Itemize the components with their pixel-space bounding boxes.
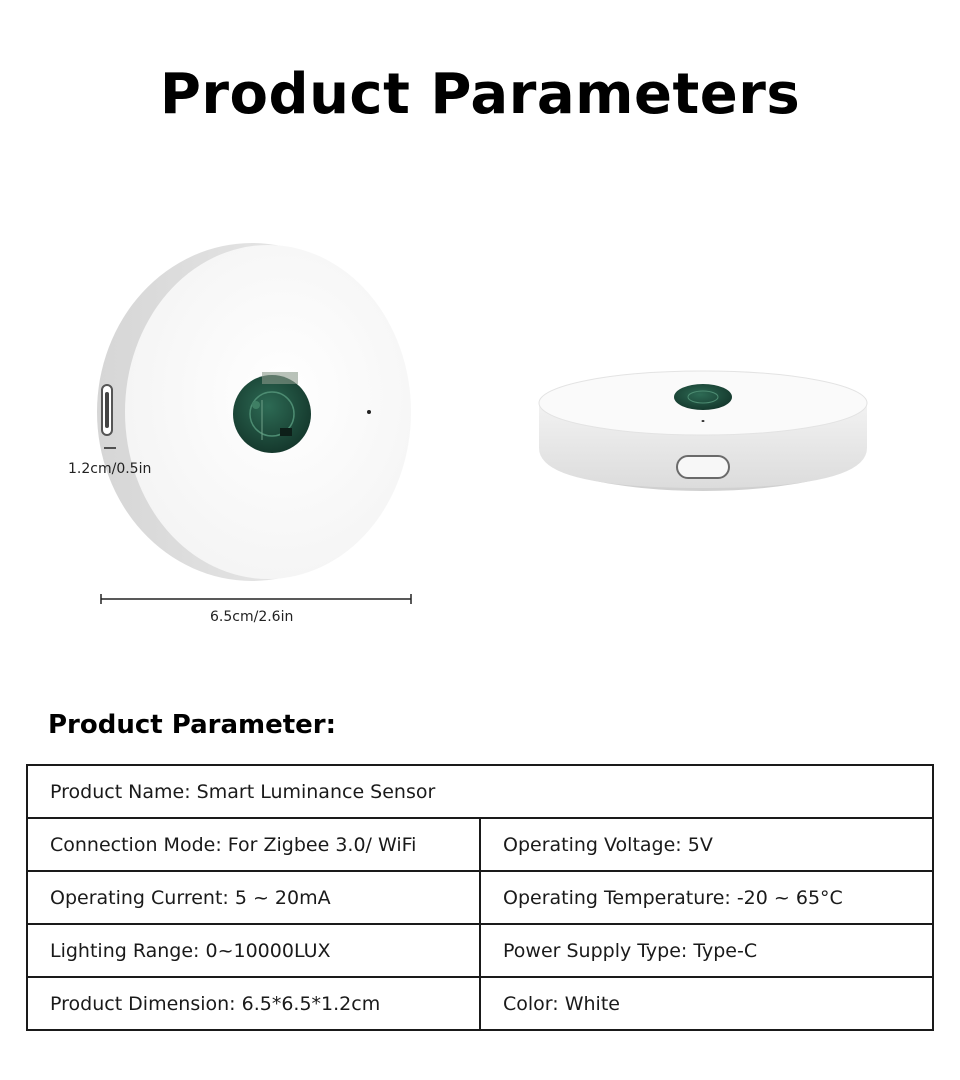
product-figure <box>0 200 960 660</box>
diameter-label: 6.5cm/2.6in <box>210 609 294 625</box>
table-cell: Lighting Range: 0~10000LUX <box>27 924 480 977</box>
thickness-label: 1.2cm/0.5in <box>68 461 152 477</box>
product-illustration <box>0 200 960 660</box>
parameter-table <box>26 764 934 1031</box>
pairing-button-icon <box>677 456 729 478</box>
side-sensor-window-icon <box>674 384 732 410</box>
table-row <box>27 924 933 977</box>
diameter-dimension-line <box>101 594 411 604</box>
table-row <box>27 818 933 871</box>
table-cell: Product Name: Smart Luminance Sensor <box>27 765 933 818</box>
page-title: Product Parameters <box>159 62 801 127</box>
table-row <box>27 977 933 1030</box>
table-cell: Color: White <box>480 977 933 1030</box>
device-front-view <box>97 243 411 604</box>
table-cell: Power Supply Type: Type-C <box>480 924 933 977</box>
section-heading: Product Parameter: <box>48 710 337 740</box>
table-cell: Product Dimension: 6.5*6.5*1.2cm <box>27 977 480 1030</box>
table-cell: Operating Current: 5 ~ 20mA <box>27 871 480 924</box>
device-side-view <box>539 371 867 491</box>
side-indicator-led-icon <box>702 420 705 422</box>
table-row <box>27 871 933 924</box>
table-cell: Connection Mode: For Zigbee 3.0/ WiFi <box>27 818 480 871</box>
table-cell: Operating Temperature: -20 ~ 65°C <box>480 871 933 924</box>
usb-c-port-icon <box>102 385 112 435</box>
table-row <box>27 765 933 818</box>
table-cell: Operating Voltage: 5V <box>480 818 933 871</box>
indicator-led-icon <box>367 410 371 414</box>
